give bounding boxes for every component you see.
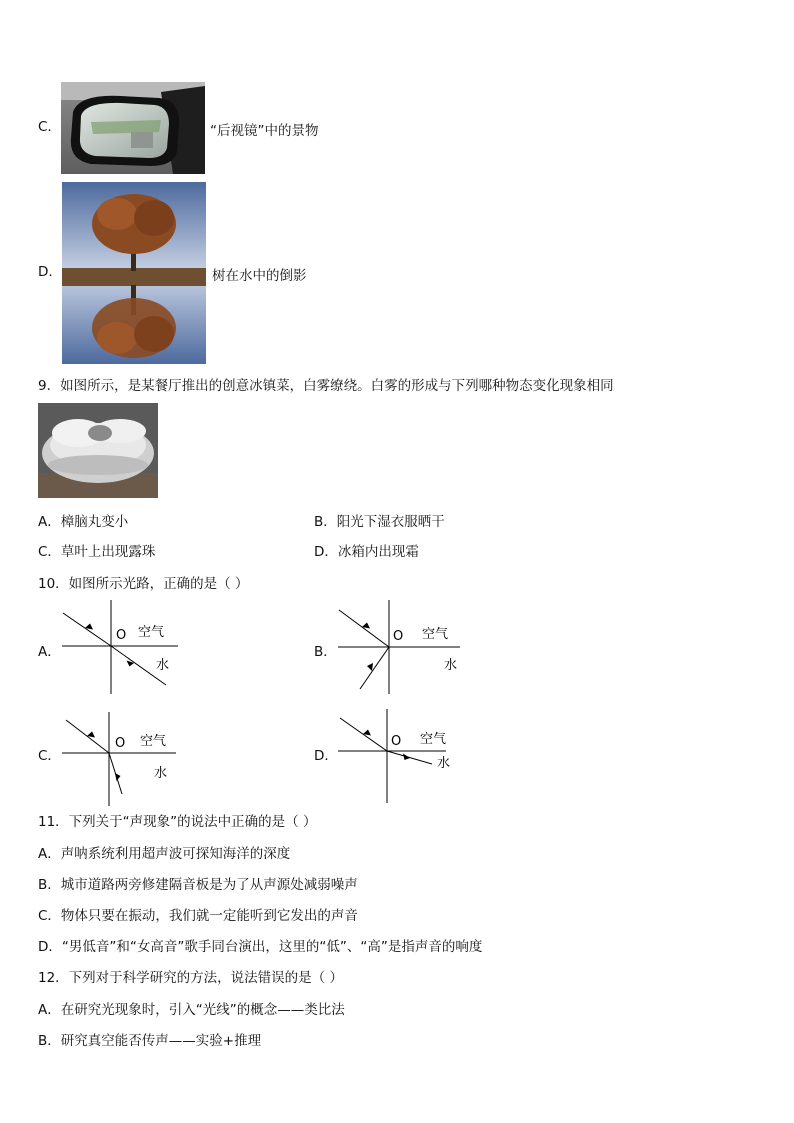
option-d-letter: D.: [38, 264, 53, 280]
rearview-mirror-photo: [61, 82, 205, 174]
light-path-diagram-c: [58, 709, 188, 809]
light-path-diagram-d: [334, 706, 464, 806]
question-11-option-b[interactable]: B．城市道路两旁修建隔音板是为了从声源处减弱噪声: [38, 877, 358, 893]
question-10-option-c[interactable]: C．: [38, 748, 61, 764]
point-o-label: O: [393, 629, 404, 644]
air-label: 空气: [420, 732, 447, 747]
option-d-caption: 树在水中的倒影: [212, 268, 307, 284]
question-11-option-d[interactable]: D．“男低音”和“女高音”歌手同台演出，这里的“低”、“高”是指声音的响度: [38, 939, 483, 955]
question-9-option-a[interactable]: A．樟脑丸变小: [38, 514, 129, 530]
point-o-label: O: [391, 734, 402, 749]
water-label: 水: [437, 756, 451, 771]
tree-reflection-photo: [62, 182, 206, 364]
light-path-diagram-a: [58, 597, 188, 697]
question-9-option-b[interactable]: B．阳光下湿衣服晒干: [314, 514, 445, 530]
question-10-option-b[interactable]: B．: [314, 644, 337, 660]
water-label: 水: [154, 766, 168, 781]
water-label: 水: [156, 658, 170, 673]
air-label: 空气: [422, 627, 449, 642]
point-o-label: O: [115, 736, 126, 751]
question-10-stem: 10．如图所示光路，正确的是（ ）: [38, 576, 249, 592]
question-11-option-c[interactable]: C．物体只要在振动，我们就一定能听到它发出的声音: [38, 908, 358, 924]
light-path-diagram-b: [334, 597, 464, 697]
option-c-caption: “后视镜”中的景物: [210, 123, 319, 139]
air-label: 空气: [138, 625, 165, 640]
water-label: 水: [444, 658, 458, 673]
air-label: 空气: [140, 734, 167, 749]
question-12-stem: 12．下列对于科学研究的方法，说法错误的是（ ）: [38, 970, 343, 986]
question-12-option-b[interactable]: B．研究真空能否传声——实验+推理: [38, 1033, 262, 1049]
question-10-option-a[interactable]: A．: [38, 644, 61, 660]
question-12-option-a[interactable]: A．在研究光现象时，引入“光线”的概念——类比法: [38, 1002, 345, 1018]
question-9-option-d[interactable]: D．冰箱内出现霜: [314, 544, 419, 560]
question-10-option-d[interactable]: D．: [314, 748, 338, 764]
iced-dish-fog-photo: [38, 403, 158, 498]
question-11-option-a[interactable]: A．声呐系统利用超声波可探知海洋的深度: [38, 846, 291, 862]
question-9-stem: 9．如图所示，是某餐厅推出的创意冰镇菜，白雾缭绕。白雾的形成与下列哪种物态变化现象相同: [38, 378, 614, 394]
question-9-option-c[interactable]: C．草叶上出现露珠: [38, 544, 156, 560]
question-11-stem: 11．下列关于“声现象”的说法中正确的是（ ）: [38, 814, 317, 830]
option-c-letter: C.: [38, 119, 52, 135]
point-o-label: O: [116, 628, 127, 643]
